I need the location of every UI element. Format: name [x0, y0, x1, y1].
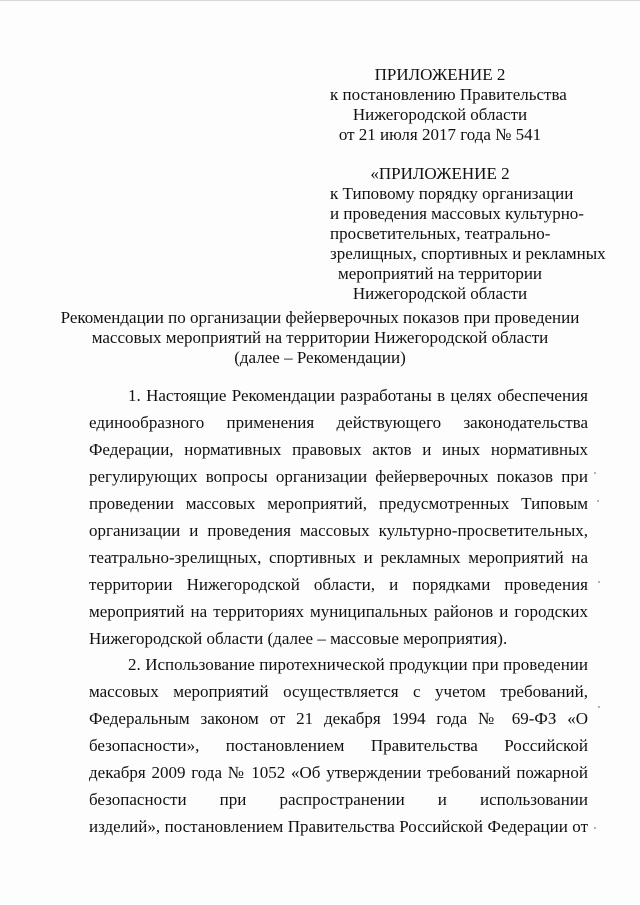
appendix-line: к постановлению Правительства	[330, 85, 567, 104]
paragraph-1-line: театрально-зрелищных, спортивных и рекламных мероприятий на	[89, 548, 588, 567]
scan-speck	[598, 581, 600, 583]
appendix2-title: «ПРИЛОЖЕНИЕ 2	[370, 164, 510, 183]
paragraph-1-line: Нижегородской области (далее – массовые мероприятия).	[89, 629, 508, 648]
paragraph-2-line: Федеральным законом от 21 декабря 1994 года № 69-ФЗ «О	[89, 709, 588, 728]
paragraph-1-line: регулирующих вопросы организации фейерверочных показов при	[89, 467, 588, 486]
scan-speck	[597, 500, 599, 502]
paragraph-1-line: организации и проведения массовых культурно-просветительных,	[89, 521, 588, 540]
scan-edge	[0, 0, 640, 1]
doc-title-line: (далее – Рекомендации)	[234, 348, 406, 367]
paragraph-2-line: массовых мероприятий осуществляется с учетом требований,	[89, 682, 588, 701]
doc-title-line: массовых мероприятий на территории Нижегородской области	[91, 328, 549, 347]
paragraph-2-line: 2. Использование пиротехнической продукции при проведении	[128, 655, 588, 674]
paragraph-2-line: декабря 2009 года № 1052 «Об утверждении требований пожарной	[89, 763, 588, 782]
paragraph-2-line: изделий», постановлением Правительства Российской Федерации от	[89, 817, 588, 836]
paragraph-1-line: 1. Настоящие Рекомендации разработаны в целях обеспечения	[128, 386, 588, 405]
paragraph-1-line: единообразного применения действующего законодательства	[89, 413, 588, 432]
paragraph-1-line: мероприятий на территориях муниципальных районов и городских	[89, 602, 588, 621]
paragraph-1-line: Федерации, нормативных правовых актов и иных нормативных	[89, 440, 588, 459]
paragraph-2-line: безопасности при распространении и использовании	[89, 790, 588, 809]
scan-speck	[598, 706, 600, 708]
appendix2-line: зрелищных, спортивных и рекламных	[330, 244, 606, 263]
scan-speck	[594, 472, 596, 474]
paragraph-1-line: территории Нижегородской области, и порядками проведения	[89, 575, 588, 594]
paragraph-1-line: проведении массовых мероприятий, предусмотренных Типовым	[89, 494, 588, 513]
appendix-title: ПРИЛОЖЕНИЕ 2	[374, 65, 506, 84]
appendix2-line: к Типовому порядку организации	[330, 184, 574, 203]
appendix2-line: мероприятий на территории	[337, 264, 543, 283]
paragraph-2-line: безопасности», постановлением Правительства Российской	[89, 736, 588, 755]
appendix2-line: Нижегородской области	[352, 284, 528, 303]
appendix-line: от 21 июля 2017 года № 541	[338, 125, 542, 144]
appendix2-line: и проведения массовых культурно-	[330, 204, 584, 223]
scan-speck	[594, 827, 596, 829]
appendix2-line: просветительных, театрально-	[330, 224, 551, 243]
appendix-line: Нижегородской области	[352, 105, 528, 124]
doc-title-line: Рекомендации по организации фейерверочных показов при проведении	[60, 308, 580, 327]
